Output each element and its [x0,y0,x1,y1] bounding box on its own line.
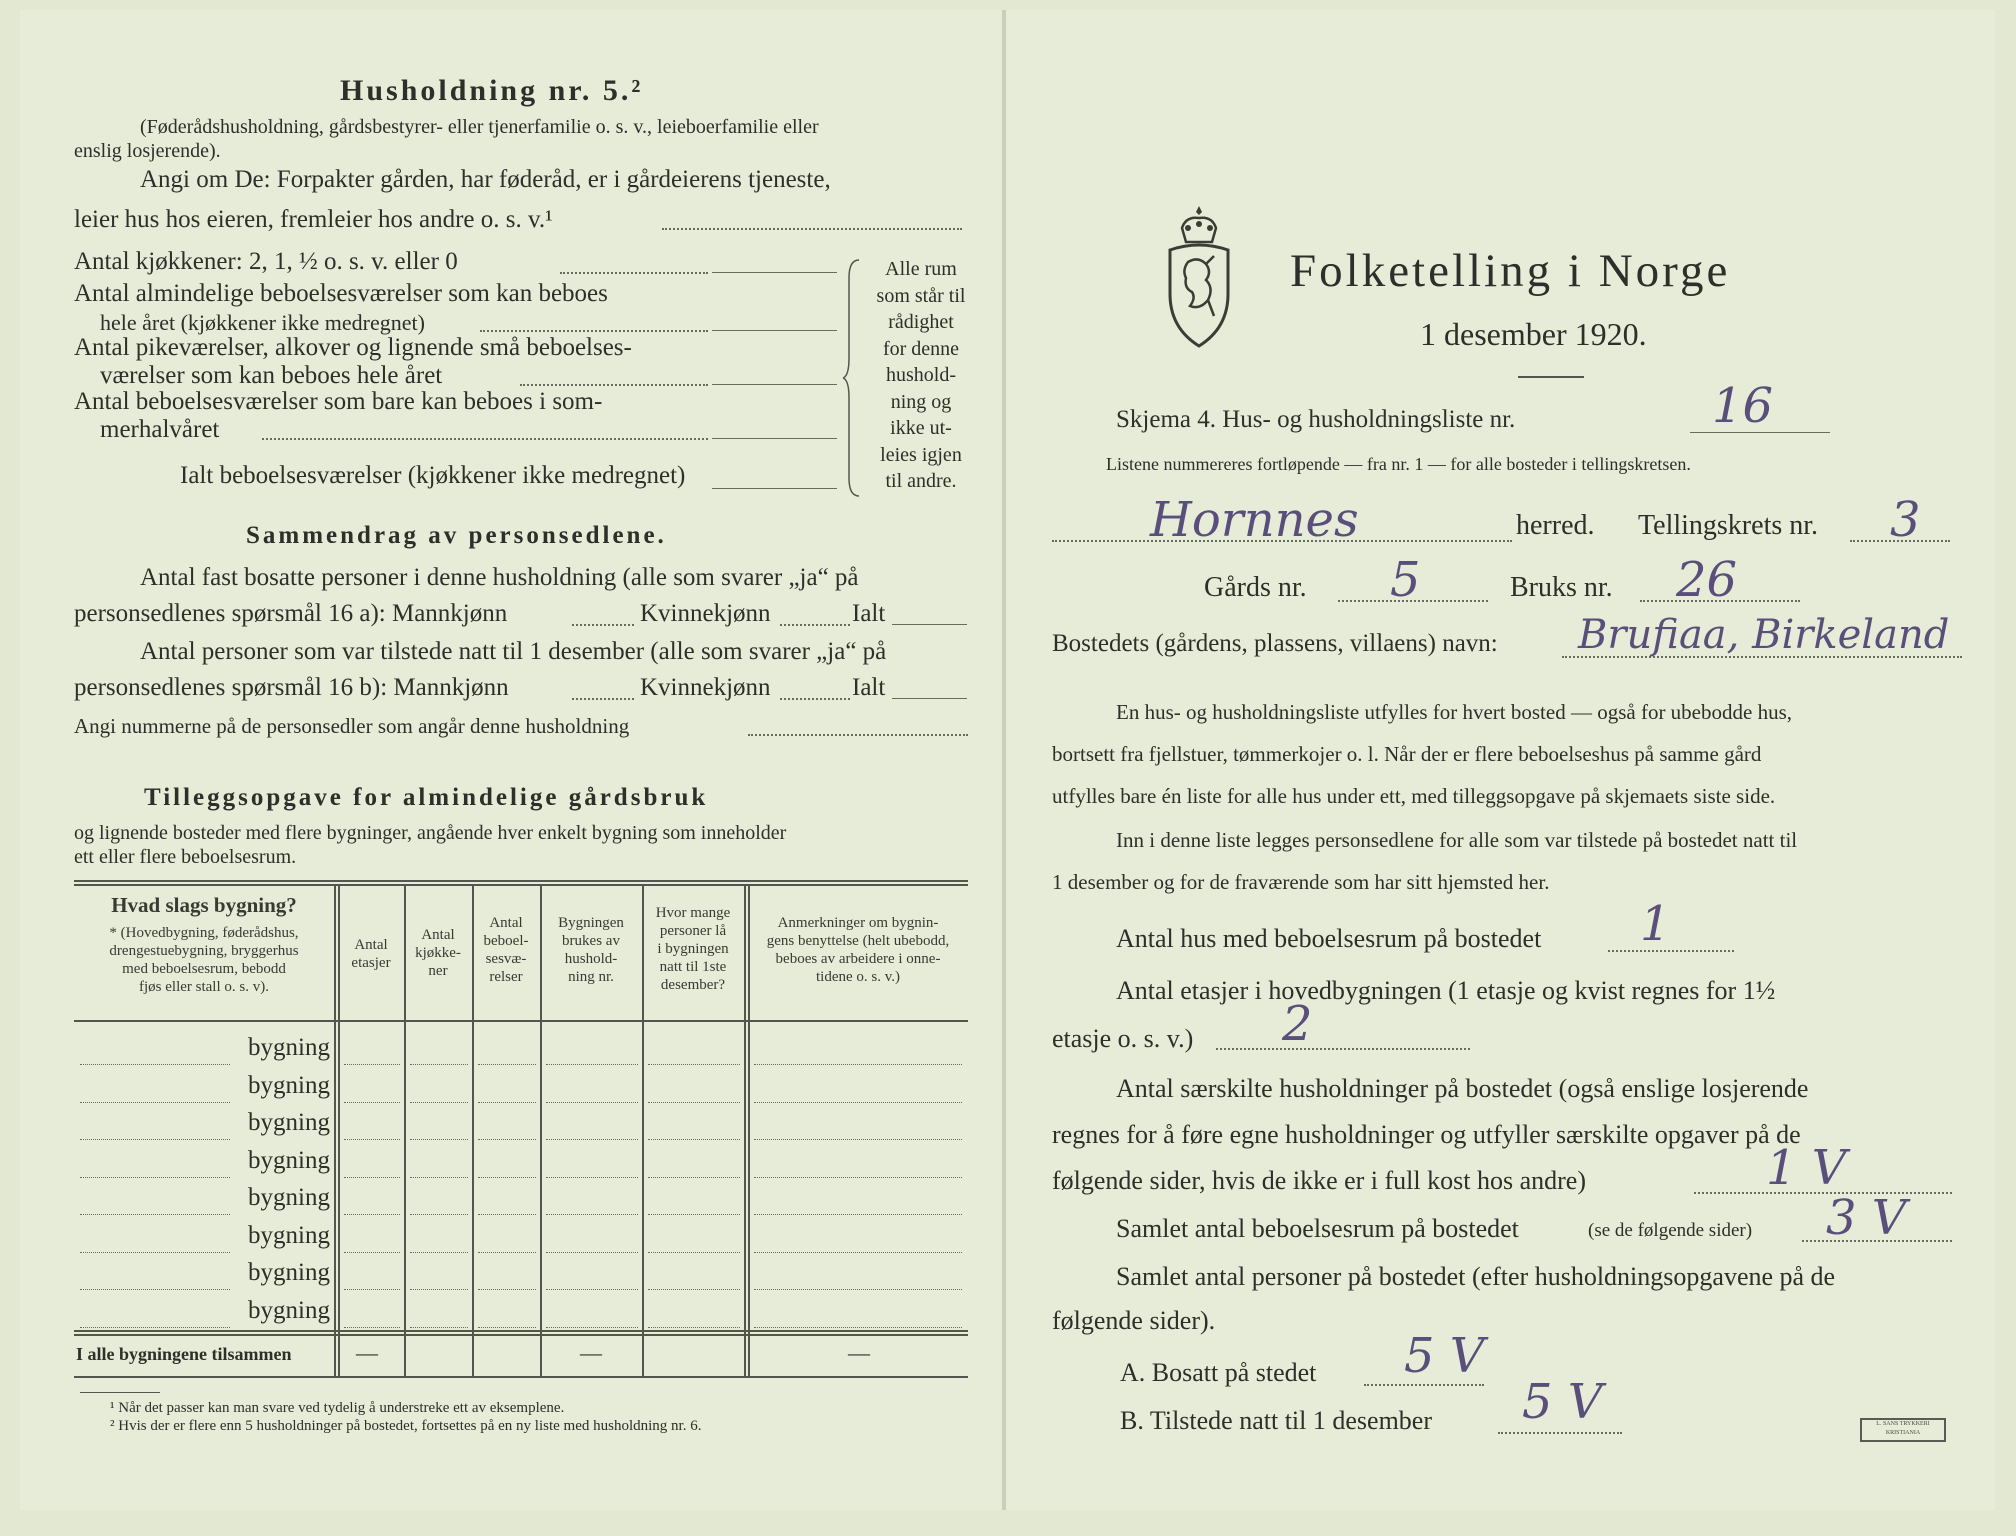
building-row-cell[interactable] [344,1252,400,1253]
rooms-note [868,256,974,495]
maid-rooms-label-1: Antal pikeværelser, alkover og lignende små beboelses- [74,334,632,361]
col-remarks-line: beboes av arbeidere i onne- [775,951,941,967]
households-question-2: regnes for å føre egne husholdninger og utfyller særskilte opgaver på de [1052,1120,1801,1149]
col-persons-line: natt til 1ste [659,959,727,975]
present-male-answer[interactable] [572,698,634,700]
summer-rooms-answer[interactable] [712,438,837,439]
col-kitchens-line: kjøkke- [415,945,461,961]
building-row-cell[interactable] [754,1289,962,1290]
rooms-note-line: Alle rum [885,258,957,280]
building-row-cell[interactable] [80,1214,230,1215]
rooms-note-line: hushold- [886,364,956,386]
resident-total-answer[interactable] [892,624,967,625]
maid-rooms-answer[interactable] [712,384,837,385]
bostedets-label: Bostedets (gårdens, plassens, villaens) navn: [1052,630,1498,657]
building-row-cell[interactable] [478,1102,536,1103]
building-row-cell[interactable] [546,1214,638,1215]
floors-question-2: etasje o. s. v.) [1052,1024,1194,1053]
col-rooms-line: sesvæ- [485,951,527,967]
col-building-line: drengestuebygning, bryggerhus [109,943,299,959]
total-household-dash: — [580,1340,602,1365]
bostedets-value[interactable]: Brufiaa, Birkeland [1578,612,1950,658]
building-row-cell[interactable] [754,1214,962,1215]
present-total-answer[interactable] [892,698,967,699]
building-row-cell[interactable] [410,1177,468,1178]
building-row-cell[interactable] [754,1102,962,1103]
table-top-rule [74,880,968,882]
summer-rooms-dots [262,438,708,440]
instruction-4: Inn i denne liste legges personsedlene for alle som var tilstede på bostedet natt til [1116,828,1798,852]
table-col-divider [744,884,746,1376]
households-answer[interactable]: 1 V [1766,1140,1847,1196]
supplement-line-2: ett eller flere beboelsesrum. [74,846,297,868]
common-rooms-label-1: Antal almindelige beboelsesværelser som kan beboes [74,280,608,307]
tellingskrets-label: Tellingskrets nr. [1638,510,1819,541]
kitchens-answer[interactable] [712,272,837,273]
instruction-3: utfylles bare én liste for alle hus under ett, med tilleggsopgave på skjemaets siste side. [1052,784,1776,808]
kitchens-label: Antal kjøkkener: 2, 1, ½ o. s. v. eller 0 [74,248,458,275]
resident-male-answer[interactable] [572,624,634,626]
building-row-label: bygning [248,1296,330,1324]
building-row-cell[interactable] [478,1177,536,1178]
building-row-cell[interactable] [546,1064,638,1065]
common-rooms-label-2: hele året (kjøkkener ikke medregnet) [100,310,425,335]
rooms-note-line: rådighet [888,311,954,333]
building-row-cell[interactable] [754,1139,962,1140]
table-header-rule [74,1020,968,1022]
present-total-label: Ialt [852,674,886,701]
col-building-title: Hvad slags bygning? [111,893,297,917]
building-row-cell[interactable] [80,1064,230,1065]
building-row-cell[interactable] [344,1327,400,1328]
col-persons-line: Hvor mange [655,905,731,921]
building-row-cell[interactable] [546,1289,638,1290]
total-floors-dash: — [356,1340,378,1365]
building-row-cell[interactable] [80,1327,230,1328]
col-building-line: fjøs eller stall o. s. v). [139,979,269,995]
building-row-cell[interactable] [344,1177,400,1178]
building-row-label: bygning [248,1221,330,1249]
building-row-label: bygning [248,1109,330,1136]
col-household-header [540,914,642,986]
building-row-cell[interactable] [648,1327,740,1328]
building-row-cell[interactable] [344,1064,400,1065]
building-row-cell[interactable] [648,1064,740,1065]
gards-value[interactable]: 5 [1390,552,1421,608]
building-row-cell[interactable] [80,1102,230,1103]
building-row-cell[interactable] [546,1102,638,1103]
floors-answer[interactable]: 2 [1282,996,1313,1052]
summary-title: Sammendrag av personsedlene. [246,522,667,549]
table-col-divider [334,884,336,1376]
supplement-line-1: og lignende bosteder med flere bygninger, angående hver enkelt bygning som inneholder [74,822,787,844]
main-title: Folketelling i Norge [1290,245,1731,297]
rooms-note-line: til andre. [885,470,957,492]
rooms-brace [843,258,863,498]
building-row-cell[interactable] [478,1064,536,1065]
building-row-cell[interactable] [80,1139,230,1140]
household-title: Husholdning nr. 5.² [340,74,644,107]
household-note-2: enslig losjerende). [74,140,221,162]
footnote-1: ¹ Når det passer kan man svare ved tydelig å understreke ett av eksemplene. [110,1400,565,1416]
building-row-cell[interactable] [410,1139,468,1140]
col-persons-line: personer lå [659,923,727,939]
col-remarks-line: Anmerkninger om bygnin- [777,915,939,931]
building-row-cell[interactable] [754,1064,962,1065]
building-row-cell[interactable] [648,1177,740,1178]
maid-rooms-dots [520,384,708,386]
col-floors-line: Antal [354,937,388,953]
col-persons-line: desember? [660,977,726,993]
building-row-cell[interactable] [754,1177,962,1178]
building-row-label: bygning [248,1259,330,1286]
building-row-cell[interactable] [410,1327,468,1328]
instruction-2: bortsett fra fjellstuer, tømmerkojer o. l. Når der er flere beboelseshus på samme gård [1052,742,1762,766]
summary-line-1: Antal fast bosatte personer i denne husholdning (alle som svarer „ja“ på [140,564,859,591]
col-floors-line: etasjer [351,955,391,971]
building-row-label: bygning [248,1184,330,1211]
bosatt-label: A. Bosatt på stedet [1120,1358,1317,1387]
col-kitchens-line: ner [428,963,448,979]
rooms-note-line: som står til [876,284,966,307]
building-row-cell[interactable] [410,1214,468,1215]
herred-value[interactable]: Hornnes [1150,492,1359,548]
angi-answer-line[interactable] [662,228,962,230]
building-row-cell[interactable] [546,1139,638,1140]
floors-answer-line[interactable] [1216,1048,1470,1050]
building-row-cell[interactable] [478,1289,536,1290]
summer-rooms-label-2: merhalvåret [100,416,220,443]
footnote-2: ² Hvis der er flere enn 5 husholdninger på bostedet, fortsettes på en ny liste med husholdning nr. 6. [110,1418,702,1434]
building-row-cell[interactable] [344,1102,400,1103]
building-row-cell[interactable] [80,1252,230,1253]
col-household-line: brukes av [562,933,620,949]
houses-answer-line[interactable] [1608,950,1734,952]
col-rooms-line: Antal [489,915,523,931]
houses-answer[interactable]: 1 [1640,896,1671,952]
building-row-cell[interactable] [546,1252,638,1253]
rooms-note-line: ikke ut- [890,417,952,439]
building-row-cell[interactable] [344,1139,400,1140]
table-bottom-rule [74,1376,968,1378]
col-remarks-line: gens benyttelse (helt ubebodd, [766,933,950,949]
rooms-question-note: (se de følgende sider) [1588,1220,1753,1241]
col-rooms-line: beboel- [483,933,529,949]
resident-female-answer[interactable] [780,624,850,626]
building-row-cell[interactable] [478,1139,536,1140]
numbering-note: Listene nummereres fortløpende — fra nr. 1 — for alle bosteder i tellingskretsen. [1106,454,1691,474]
col-household-line: Bygningen [558,915,624,931]
households-question-1: Antal særskilte husholdninger på bostedet (også enslige losjerende [1116,1074,1809,1103]
title-rule [1518,376,1584,378]
instruction-5: 1 desember og for de fraværende som har sitt hjemsted her. [1052,870,1550,894]
col-household-line: hushold- [564,951,618,967]
bosatt-answer-line[interactable] [1364,1384,1484,1386]
common-rooms-dots [480,330,708,332]
persons-question-2: følgende sider). [1052,1306,1216,1335]
schema-number[interactable]: 16 [1712,378,1774,434]
resident-total-label: Ialt [852,600,886,627]
household-note-1: (Føderådshusholdning, gårdsbestyrer- eller tjenerfamilie o. s. v., leieboerfamilie eller [140,116,819,138]
rooms-note-line: leies igjen [880,443,962,466]
col-household-line: ning nr. [568,969,614,985]
col-rooms-header [472,914,540,986]
building-row-label: bygning [248,1146,330,1174]
building-row-cell[interactable] [410,1289,468,1290]
col-building-desc [74,924,334,996]
rooms-note-line: for denne [882,337,960,360]
col-persons-line: i bygningen [657,941,729,957]
bruks-value[interactable]: 26 [1676,552,1738,608]
angi-line-2: leier hus hos eieren, fremleier hos andre o. s. v.¹ [74,206,553,233]
col-remarks-line: tidene o. s. v.) [815,969,900,985]
gards-label: Gårds nr. [1204,572,1307,603]
building-row-cell[interactable] [478,1327,536,1328]
tilstede-answer[interactable]: 5 V [1522,1374,1603,1430]
census-date: 1 desember 1920. [1420,316,1647,352]
table-total-rule-2 [74,1334,968,1336]
total-remarks-dash: — [848,1340,870,1365]
building-row-cell[interactable] [344,1289,400,1290]
building-row-cell[interactable] [648,1289,740,1290]
col-rooms-line: relser [489,969,523,985]
angi-nummerne: Angi nummerne på de personsedler som angår denne husholdning [74,714,630,738]
angi-nummerne-answer[interactable] [748,734,968,736]
building-row-cell[interactable] [410,1252,468,1253]
building-row-cell[interactable] [648,1102,740,1103]
rooms-question: Samlet antal beboelsesrum på bostedet [1116,1214,1519,1243]
schema-label: Skjema 4. Hus- og husholdningsliste nr. [1116,406,1516,433]
col-building-line: med beboelsesrum, bebodd [122,961,286,977]
building-row-cell[interactable] [80,1289,230,1290]
total-rooms-label: Ialt beboelsesværelser (kjøkkener ikke medregnet) [180,462,686,489]
norway-coat-of-arms-icon [1166,202,1232,350]
table-top-rule-2 [74,884,968,886]
building-row-cell[interactable] [478,1214,536,1215]
persons-question-1: Samlet antal personer på bostedet (efter husholdningsopgavene på de [1116,1262,1836,1291]
building-row-cell[interactable] [648,1252,740,1253]
building-row-cell[interactable] [648,1139,740,1140]
building-row-cell[interactable] [546,1177,638,1178]
table-total-rule [74,1330,968,1332]
herred-label: herred. [1516,510,1595,541]
building-row-cell[interactable] [648,1214,740,1215]
maid-rooms-label-2: værelser som kan beboes hele året [100,362,443,389]
col-floors-header [338,936,404,972]
building-row-label: bygning [248,1034,330,1061]
tilstede-answer-line[interactable] [1498,1432,1622,1434]
bruks-label: Bruks nr. [1510,572,1613,603]
col-building-line: * (Hovedbygning, føderådshus, [109,925,299,941]
col-remarks-header [748,914,968,986]
summer-rooms-label-1: Antal beboelsesværelser som bare kan beboes i som- [74,388,603,415]
kitchens-dots [560,272,708,274]
building-row-cell[interactable] [410,1064,468,1065]
tellingskrets-value[interactable]: 3 [1890,492,1921,548]
bosatt-answer[interactable]: 5 V [1404,1328,1485,1384]
supplement-title: Tilleggsopgave for almindelige gårdsbruk [144,784,709,811]
summary-line-3: Antal personer som var tilstede natt til 1 desember (alle som svarer „ja“ på [140,638,887,665]
building-row-cell[interactable] [80,1177,230,1178]
angi-line-1: Angi om De: Forpakter gården, har føderåd, er i gårdeierens tjeneste, [140,166,831,193]
col-kitchens-header [404,926,472,980]
printer-stamp: L. SANS TRYKKERI KRISTIANIA [1860,1418,1946,1442]
tilstede-label: B. Tilstede natt til 1 desember [1120,1406,1432,1435]
present-female-answer[interactable] [780,698,850,700]
building-row-cell[interactable] [754,1327,962,1328]
building-row-label: bygning [248,1071,330,1099]
floors-question-1: Antal etasjer i hovedbygningen (1 etasje og kvist regnes for 1½ [1116,976,1776,1005]
building-row-cell[interactable] [478,1252,536,1253]
present-female-label: Kvinnekjønn [640,674,771,701]
instruction-1: En hus- og husholdningsliste utfylles for hvert bosted — også for ubebodde hus, [1116,700,1792,724]
summary-line-4: personsedlenes spørsmål 16 b): Mannkjønn [74,674,509,701]
building-row-cell[interactable] [754,1252,962,1253]
houses-question: Antal hus med beboelsesrum på bostedet [1116,924,1542,953]
footnote-rule [80,1392,160,1393]
col-kitchens-line: Antal [421,927,455,943]
resident-female-label: Kvinnekjønn [640,600,771,627]
building-row-cell[interactable] [410,1102,468,1103]
total-rooms-answer[interactable] [712,488,837,489]
common-rooms-answer[interactable] [712,330,837,331]
col-persons-header [642,904,744,994]
building-row-cell[interactable] [546,1327,638,1328]
households-question-3: følgende sider, hvis de ikke er i full kost hos andre) [1052,1166,1586,1195]
total-row-label: I alle bygningene tilsammen [76,1344,292,1364]
summary-line-2: personsedlenes spørsmål 16 a): Mannkjønn [74,600,508,627]
rooms-answer[interactable]: 3 V [1826,1190,1907,1246]
building-row-cell[interactable] [344,1214,400,1215]
page-fold [1002,10,1006,1510]
rooms-note-line: ning og [890,390,952,413]
